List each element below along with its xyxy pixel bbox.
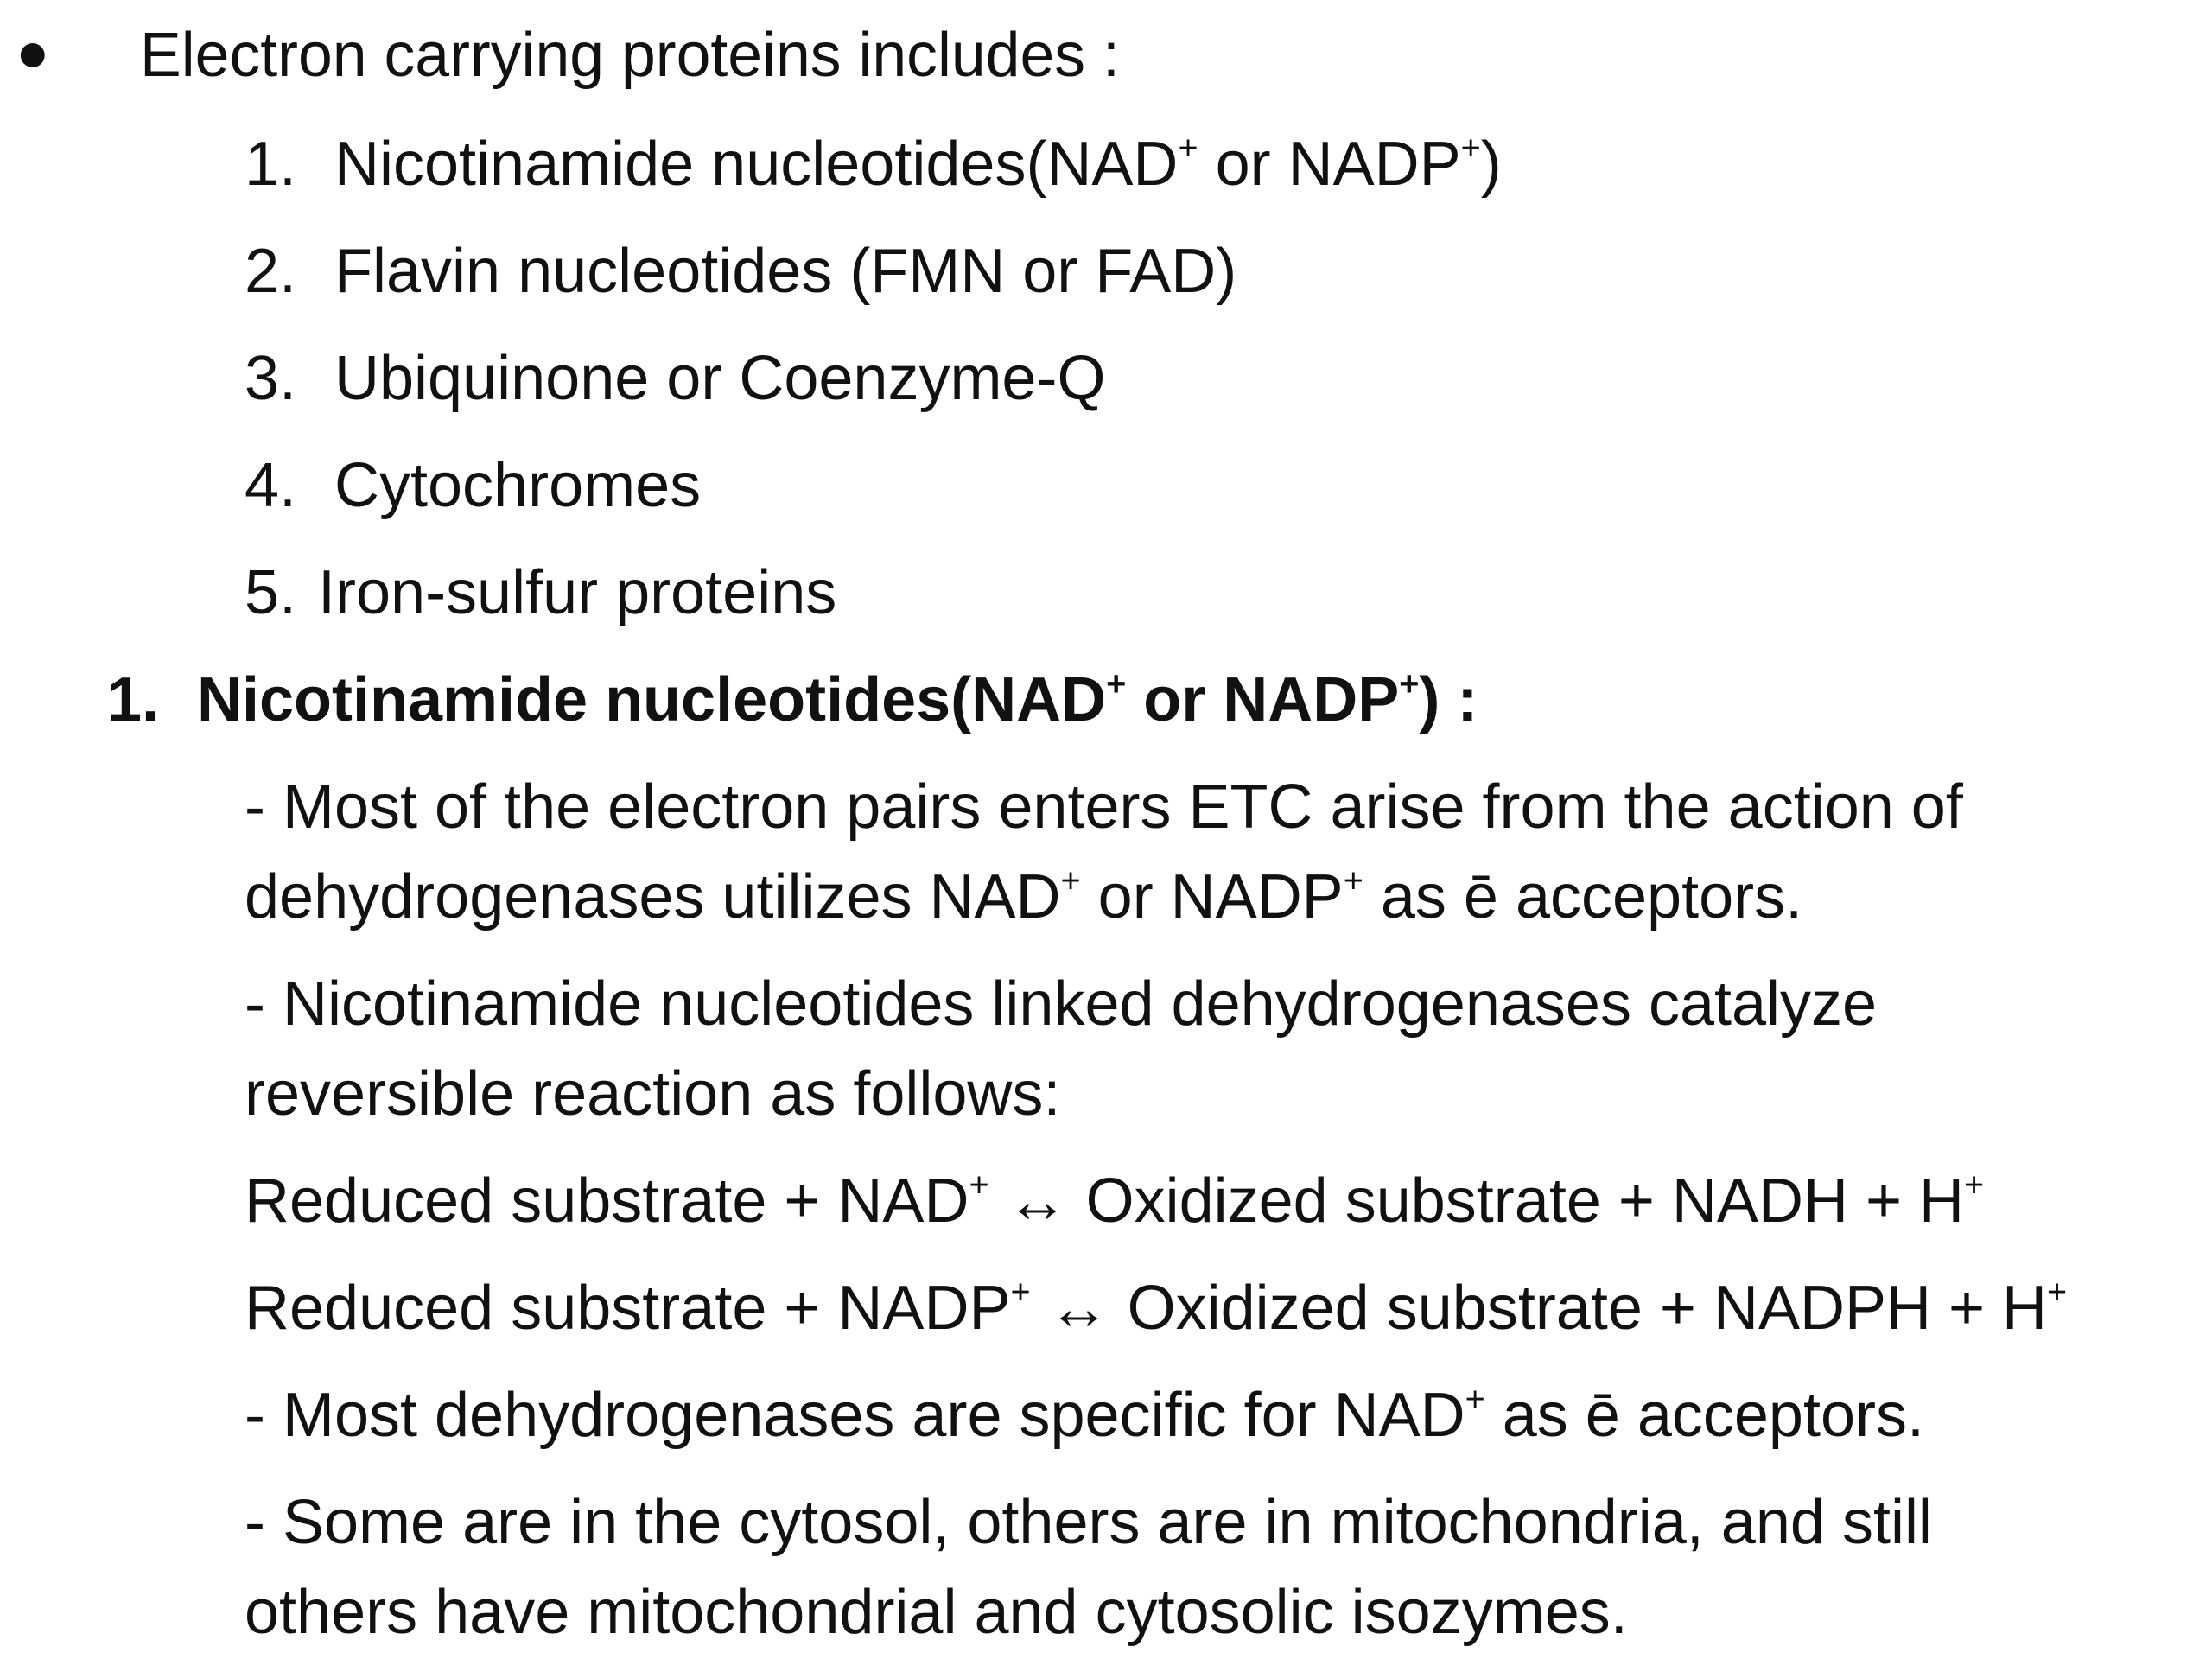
list-item-3 xyxy=(245,334,1105,423)
superscript: + xyxy=(1465,1380,1485,1419)
para4-line1 xyxy=(245,1478,1932,1567)
list-text: Iron-sulfur proteins xyxy=(318,558,837,627)
para4-line2 xyxy=(245,1567,1628,1657)
para1-line1 xyxy=(245,762,1963,852)
paragraph-text: - Nicotinamide nucleotides linked dehydrogenases catalyze xyxy=(245,969,1878,1039)
paragraph-text: others have mitochondrial and cytosolic isozymes. xyxy=(245,1578,1628,1647)
list-text: Nicotinamide nucleotides(NAD xyxy=(334,130,1179,199)
para2-line2 xyxy=(245,1049,1060,1139)
list-text: ) xyxy=(1480,130,1502,199)
para3-line xyxy=(245,1370,1924,1460)
list-item-5 xyxy=(245,548,836,638)
list-text: or NADP xyxy=(1198,130,1461,199)
superscript: + xyxy=(969,1166,989,1205)
superscript: + xyxy=(1964,1166,1985,1205)
list-number: 5. xyxy=(245,558,297,627)
paragraph-text: as ē acceptors. xyxy=(1484,1381,1925,1450)
para1-line2 xyxy=(245,852,1802,942)
superscript: + xyxy=(1060,861,1081,900)
list-number: 4. xyxy=(245,451,297,520)
equation-text: Reduced substrate + NAD xyxy=(245,1166,969,1236)
list-number: 2. xyxy=(245,237,297,306)
intro-text: Electron carrying proteins includes : xyxy=(140,21,1120,90)
section-title: ) : xyxy=(1419,665,1478,734)
superscript: + xyxy=(1010,1273,1031,1312)
section-number: 1. xyxy=(107,665,160,734)
superscript: + xyxy=(1178,129,1198,168)
superscript: + xyxy=(1343,861,1363,900)
equation-text: Reduced substrate + NADP xyxy=(245,1274,1011,1343)
paragraph-text: - Most of the electron pairs enters ETC arise from the action of xyxy=(245,772,1963,842)
superscript: + xyxy=(1106,664,1127,703)
bullet-icon xyxy=(21,43,45,67)
list-number: 3. xyxy=(245,344,297,413)
list-item-1 xyxy=(245,119,1502,209)
equation-2 xyxy=(245,1263,2067,1353)
list-text: Flavin nucleotides (FMN or FAD) xyxy=(334,237,1237,306)
paragraph-text: or NADP xyxy=(1080,862,1344,931)
paragraph-text: - Most dehydrogenases are specific for NAD xyxy=(245,1381,1465,1450)
section-title: Nicotinamide nucleotides(NAD xyxy=(197,665,1107,734)
paragraph-text: as ē acceptors. xyxy=(1363,862,1803,931)
equation-1 xyxy=(245,1156,1984,1246)
list-item-2 xyxy=(245,226,1236,316)
para2-line1 xyxy=(245,959,1877,1049)
paragraph-text: - Some are in the cytosol, others are in mitochondria, and still xyxy=(245,1488,1932,1557)
list-text: Ubiquinone or Coenzyme-Q xyxy=(334,344,1106,413)
paragraph-text: dehydrogenases utilizes NAD xyxy=(245,862,1061,931)
superscript: + xyxy=(2047,1273,2068,1312)
list-text: Cytochromes xyxy=(334,451,702,520)
superscript: + xyxy=(1460,129,1481,168)
list-number: 1. xyxy=(245,130,297,199)
superscript: + xyxy=(1399,664,1420,703)
equation-text: ↔ Oxidized substrate + NADH + H xyxy=(988,1166,1964,1236)
section-heading xyxy=(107,655,1478,745)
equation-text: ↔ Oxidized substrate + NADPH + H xyxy=(1030,1274,2048,1343)
list-item-4 xyxy=(245,441,701,531)
paragraph-text: reversible reaction as follows: xyxy=(245,1059,1061,1128)
section-title: or NADP xyxy=(1126,665,1400,734)
